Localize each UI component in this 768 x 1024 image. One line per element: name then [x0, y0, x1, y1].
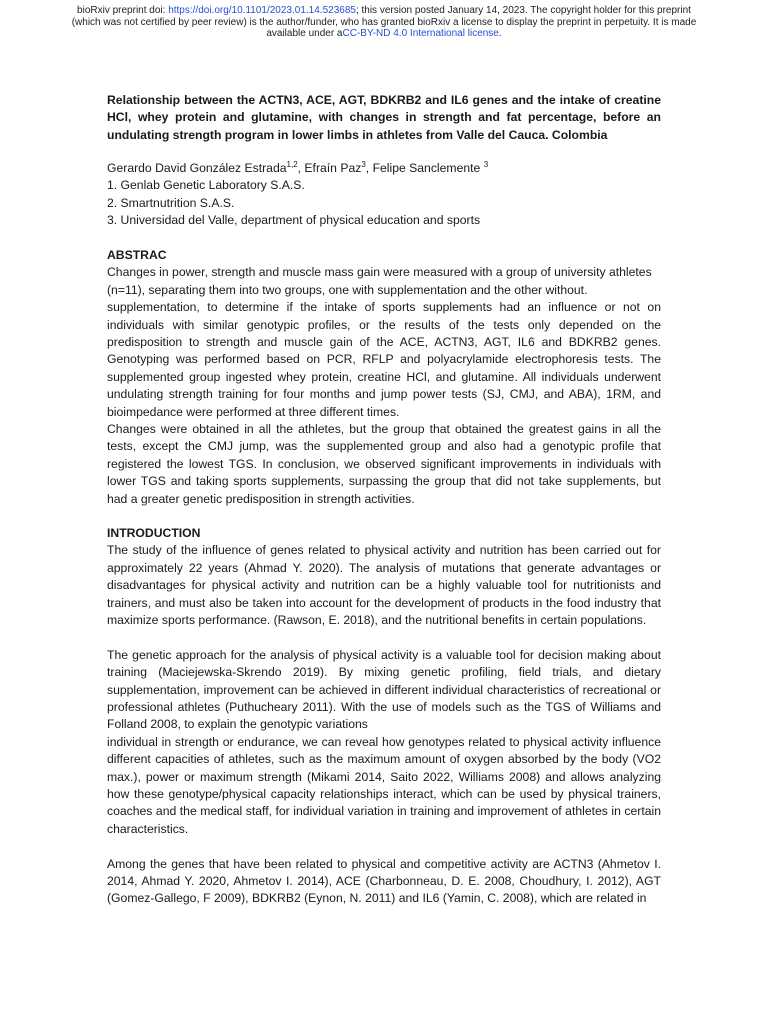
preprint-notice-line-3: available under aCC-BY-ND 4.0 International license. [266, 28, 502, 39]
author-block [107, 160, 661, 230]
preprint-notice-line-2: (which was not certified by peer review) is the author/funder, who has granted bioRxiv a license to display the preprint in perpetuity. It is made [71, 16, 697, 28]
introduction-paragraph-4: Among the genes that have been related to physical and competitive activity are ACTN3 (Ahmetov I. 2014, Ahmad Y. 2020, Ahmetov I. 2014), ACE (Charbonneau, D. E. 2008, Choudhury, I. 2012), AGT (Gomez-Gallego, F 2009), BDKRB2 (Eynon, N. 2011) and IL6 (Yamin, C. 2008), which are related in [107, 856, 661, 906]
introduction-section [107, 525, 661, 908]
abstract-paragraph-2: supplementation, to determine if the intake of sports supplements had an influence or not on individuals with similar genotypic profiles, or the results of the tests only depended on the predisposition to strength and muscle gain of the ACE, ACTN3, AGT, IL6 and BDKRB2 genes. Genotyping was performed based on PCR, RFLP and polyacrylamide electrophoresis tests. The supplemented group ingested whey protein, creatine HCl, and glutamine. All individuals underwent undulating strength training for four months and jump power tests (SJ, CMJ, and ABA), 1RM, and bioimpedance were performed at three different times. [107, 300, 661, 419]
introduction-paragraph-3: individual in strength or endurance, we can reveal how genotypes related to physical activity influence different capacities of athletes, such as the maximum amount of oxygen absorbed by the body (VO2 max.), power or maximum strength (Mikami 2014, Saito 2022, Williams 2008) and allows analyzing how these genotype/physical capacity relationships interact, which can be used by physical trainers, coaches and the medical staff, for individual variation in training and improvement of athletes in certain characteristics. [107, 734, 661, 836]
license-link[interactable]: CC-BY-ND 4.0 International license [342, 28, 499, 39]
introduction-paragraph-1: The study of the influence of genes related to physical activity and nutrition has been carried out for approximately 22 years (Ahmad Y. 2020). The analysis of mutations that generate advantages or disadvantages for physical activity and nutrition can be a highly valuable tool for nutritionists and trainers, and must also be taken into account for the development of products in the food industry that maximize sports performance. (Rawson, E. 2018), and the nutritional benefits in certain populations. [107, 543, 661, 628]
preprint-notice-line-1: bioRxiv preprint doi: https://doi.org/10.1101/2023.01.14.523685; this version posted January 14, 2023. The copyright holder for this preprint [77, 5, 691, 16]
abstract-paragraph-1-line-2: (n=11), separating them into two groups, one with supplementation and the other without. [107, 282, 588, 297]
author-list: Gerardo David González Estrada$^{1,2}$, Efraín Paz$^3$, Felipe Sanclemente $^3$ [107, 160, 489, 175]
paper-title: Relationship between the ACTN3, ACE, AGT, BDKRB2 and IL6 genes and the intake of creatine HCl, whey protein and glutamine, with changes in strength and fat percentage, before an undulating strength program in lower limbs in athletes from Valle del Cauca. Colombia [107, 93, 661, 142]
paragraph-spacer [107, 629, 661, 646]
abstract-heading: ABSTRAC [107, 248, 167, 262]
introduction-paragraph-2: The genetic approach for the analysis of physical activity is a valuable tool for decision making about training (Maciejewska-Skrendo 2019). By mixing genetic profiling, field trials, and dietary supplementation, improvement can be achieved in different individual characteristics of recreational or professional athletes (Puthucheary 2011). With the use of models such as the TGS of Williams and Folland 2008, to explain the genotypic variations [107, 647, 661, 732]
abstract-paragraph-1-line-1: Changes in power, strength and muscle mass gain were measured with a group of university athletes [107, 265, 652, 280]
affiliation-2: 2. Smartnutrition S.A.S. [107, 195, 235, 210]
abstract-section [107, 247, 661, 508]
doi-link[interactable]: https://doi.org/10.1101/2023.01.14.523685 [168, 5, 356, 16]
abstract-paragraph-3: Changes were obtained in all the athletes, but the group that obtained the greatest gains in all the tests, except the CMJ jump, was the supplemented group and also had a genotypic profile that registered the lowest TGS. In conclusion, we observed significant improvements in individuals with lower TGS and taking sports supplements, surpassing the group that did not take supplements, but had a greater genetic predisposition in strength activities. [107, 422, 661, 506]
affiliation-3: 3. Universidad del Valle, department of physical education and sports [107, 213, 481, 228]
introduction-heading: INTRODUCTION [107, 526, 201, 540]
paragraph-spacer [107, 838, 661, 855]
preprint-notice [40, 5, 728, 40]
affiliation-1: 1. Genlab Genetic Laboratory S.A.S. [107, 178, 305, 193]
